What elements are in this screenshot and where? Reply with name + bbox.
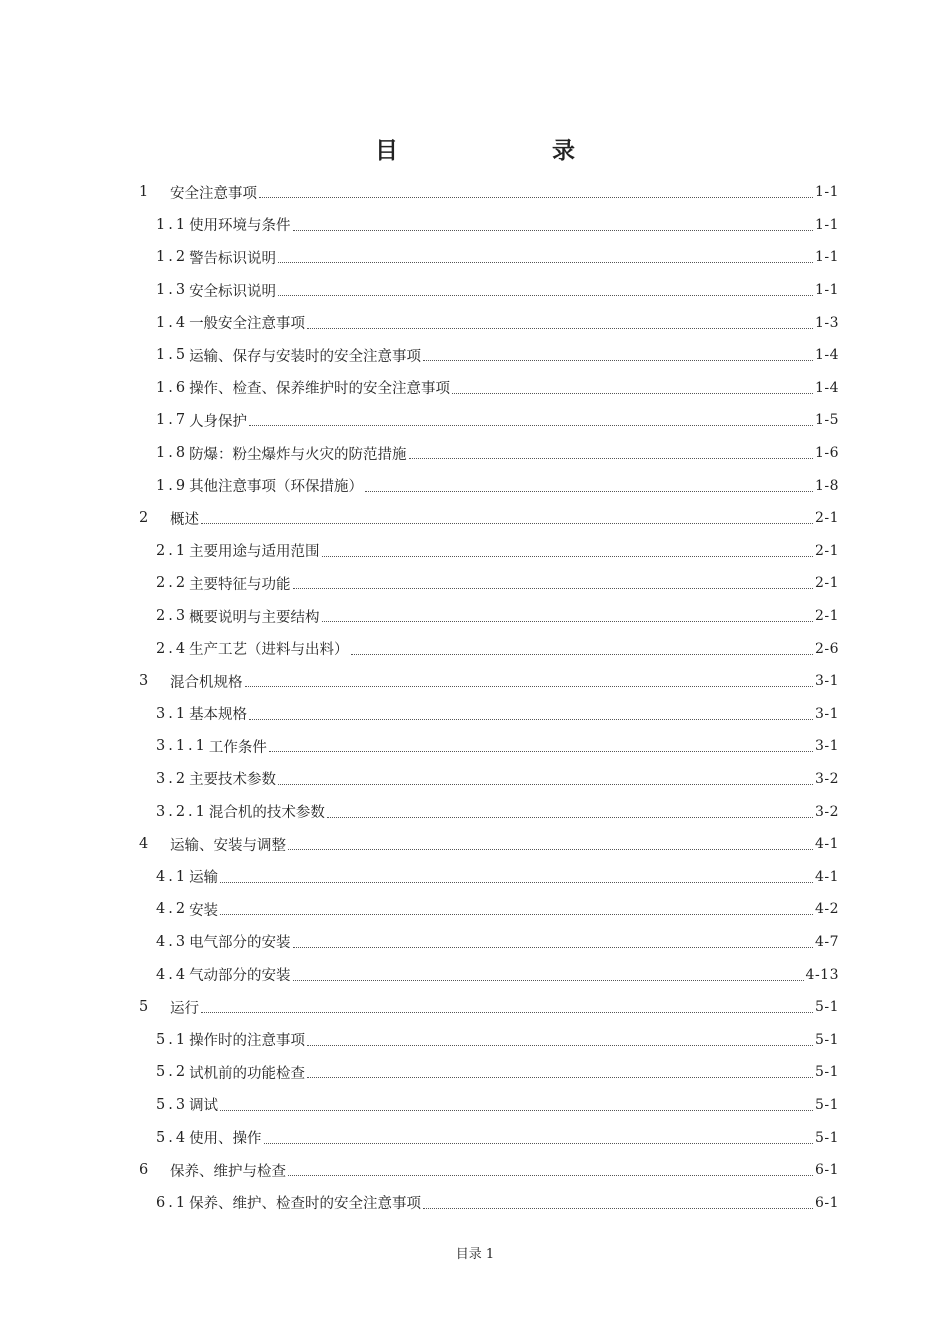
- toc-entry-number: 1.4: [156, 314, 189, 331]
- toc-entry-number: 1.7: [156, 412, 189, 429]
- toc-entry[interactable]: [139, 730, 839, 763]
- dot-leader: [288, 1174, 813, 1176]
- toc-entry-number: 3.1: [156, 705, 189, 722]
- dot-leader: [327, 816, 813, 818]
- toc-entry[interactable]: [139, 926, 839, 959]
- toc-entry[interactable]: [139, 698, 839, 731]
- toc-entry-label: 工作条件: [208, 739, 267, 756]
- dot-leader: [269, 750, 813, 752]
- dot-leader: [245, 685, 813, 687]
- toc-entry[interactable]: [139, 372, 839, 405]
- dot-leader: [201, 522, 813, 524]
- dot-leader: [322, 555, 813, 557]
- toc-entry-label: 概述: [170, 511, 199, 528]
- toc-entry[interactable]: [139, 860, 839, 893]
- toc-entry[interactable]: [139, 306, 839, 339]
- dot-leader: [278, 261, 813, 263]
- toc-entry-number: 4.2: [156, 901, 189, 918]
- toc-entry-page: 3-1: [814, 738, 839, 755]
- toc-entry-label: 安全标识说明: [189, 283, 277, 300]
- toc-entry-number: 3.1.1: [156, 738, 208, 755]
- toc-entry-page: 5-1: [814, 1096, 839, 1113]
- toc-entry-page: 1-1: [814, 282, 839, 299]
- toc-entry[interactable]: [139, 567, 839, 600]
- toc-entry-number: 3: [139, 673, 149, 690]
- dot-leader: [365, 490, 813, 492]
- toc-entry-label: 一般安全注意事项: [189, 316, 306, 333]
- toc-entry[interactable]: [139, 1186, 839, 1219]
- toc-entry[interactable]: [139, 632, 839, 665]
- dot-leader: [307, 1076, 813, 1078]
- toc-entry-page: 1-4: [814, 347, 839, 364]
- dot-leader: [452, 392, 813, 394]
- dot-leader: [307, 1044, 813, 1046]
- toc-entry-number: 5.4: [156, 1129, 189, 1146]
- toc-entry-number: 1.6: [156, 379, 189, 396]
- dot-leader: [278, 294, 813, 296]
- dot-leader: [423, 1207, 813, 1209]
- toc-entry-page: 1-6: [814, 445, 839, 462]
- toc-entry-number: 2.2: [156, 575, 189, 592]
- toc-entry-label: 其他注意事项（环保措施）: [189, 479, 364, 496]
- toc-entry-label: 电气部分的安装: [189, 935, 291, 952]
- toc-entry-label: 试机前的功能检查: [189, 1065, 306, 1082]
- dot-leader: [220, 913, 813, 915]
- toc-entry[interactable]: [139, 600, 839, 633]
- toc-entry-page: 1-1: [814, 249, 839, 266]
- toc-entry[interactable]: [139, 1089, 839, 1122]
- toc-entry-label: 使用环境与条件: [189, 218, 291, 235]
- toc-entry[interactable]: [139, 665, 839, 698]
- toc-entry-number: 5: [139, 999, 149, 1016]
- toc-entry-page: 1-5: [814, 412, 839, 429]
- toc-entry-number: 4.4: [156, 966, 189, 983]
- toc-entry-label: 调试: [189, 1098, 219, 1115]
- toc-entry-page: 3-2: [814, 803, 839, 820]
- toc-entry-number: 4.1: [156, 868, 189, 885]
- toc-entry-number: 4: [139, 836, 149, 853]
- toc-entry[interactable]: [139, 958, 839, 991]
- toc-entry[interactable]: [139, 404, 839, 437]
- toc-entry[interactable]: [139, 763, 839, 796]
- dot-leader: [293, 979, 804, 981]
- toc-entry-label: 混合机的技术参数: [208, 805, 325, 822]
- dot-leader: [249, 718, 813, 720]
- dot-leader: [293, 946, 813, 948]
- toc-entry-number: 3.2: [156, 770, 189, 787]
- toc-entry-label: 主要特征与功能: [189, 576, 291, 593]
- dot-leader: [259, 196, 813, 198]
- table-of-contents: [139, 176, 839, 1219]
- toc-entry-number: 4.3: [156, 933, 189, 950]
- toc-entry-page: 1-4: [814, 379, 839, 396]
- toc-entry-label: 操作时的注意事项: [189, 1033, 306, 1050]
- dot-leader: [293, 229, 813, 231]
- toc-entry-page: 4-2: [814, 901, 839, 918]
- toc-entry-number: 1.8: [156, 445, 189, 462]
- toc-entry-label: 生产工艺（进料与出料）: [189, 642, 349, 659]
- toc-entry[interactable]: [139, 828, 839, 861]
- dot-leader: [264, 1142, 813, 1144]
- toc-entry[interactable]: [139, 176, 839, 209]
- toc-title: 目 录: [375, 137, 611, 164]
- toc-entry-page: 5-1: [814, 1031, 839, 1048]
- toc-entry-label: 主要用途与适用范围: [189, 544, 320, 561]
- dot-leader: [409, 457, 813, 459]
- dot-leader: [322, 620, 813, 622]
- toc-entry-number: 1.2: [156, 249, 189, 266]
- toc-entry-number: 5.1: [156, 1031, 189, 1048]
- toc-entry-page: 2-1: [814, 575, 839, 592]
- toc-entry-label: 运输、安装与调整: [170, 837, 286, 854]
- dot-leader: [293, 587, 813, 589]
- toc-entry-label: 防爆：粉尘爆炸与火灾的防范措施: [189, 446, 407, 463]
- toc-entry-label: 气动部分的安装: [189, 968, 291, 985]
- toc-entry-page: 1-8: [814, 477, 839, 494]
- toc-entry-number: 1.5: [156, 347, 189, 364]
- dot-leader: [351, 653, 813, 655]
- toc-entry-page: 1-1: [814, 216, 839, 233]
- toc-entry-number: 6: [139, 1162, 149, 1179]
- toc-entry-page: 5-1: [814, 999, 839, 1016]
- dot-leader: [201, 1011, 813, 1013]
- toc-entry-page: 6-1: [814, 1162, 839, 1179]
- toc-entry-page: 2-6: [814, 640, 839, 657]
- toc-entry[interactable]: [139, 893, 839, 926]
- toc-entry[interactable]: [139, 1121, 839, 1154]
- toc-entry-page: 6-1: [814, 1194, 839, 1211]
- toc-entry-page: 4-1: [814, 868, 839, 885]
- toc-entry-number: 5.2: [156, 1064, 189, 1081]
- toc-entry-number: 1: [139, 184, 149, 201]
- toc-entry[interactable]: [139, 535, 839, 568]
- toc-entry-page: 2-1: [814, 608, 839, 625]
- dot-leader: [220, 881, 813, 883]
- toc-entry-label: 使用、操作: [189, 1131, 262, 1148]
- dot-leader: [278, 783, 813, 785]
- toc-entry-label: 混合机规格: [170, 674, 243, 691]
- toc-entry-page: 3-2: [814, 770, 839, 787]
- dot-leader: [288, 848, 813, 850]
- toc-entry[interactable]: [139, 1023, 839, 1056]
- toc-entry-page: 5-1: [814, 1064, 839, 1081]
- toc-entry-page: 4-13: [805, 966, 839, 983]
- toc-entry[interactable]: [139, 339, 839, 372]
- toc-entry[interactable]: [139, 1154, 839, 1187]
- page-footer: 目录 1: [455, 1247, 495, 1262]
- toc-entry-page: 1-3: [814, 314, 839, 331]
- toc-entry-page: 5-1: [814, 1129, 839, 1146]
- toc-entry[interactable]: [139, 795, 839, 828]
- toc-entry-page: 2-1: [814, 542, 839, 559]
- dot-leader: [307, 327, 813, 329]
- toc-entry-number: 3.2.1: [156, 803, 208, 820]
- dot-leader: [423, 359, 813, 361]
- toc-entry-number: 1.1: [156, 216, 189, 233]
- toc-entry[interactable]: [139, 469, 839, 502]
- toc-entry-label: 概要说明与主要结构: [189, 609, 320, 626]
- toc-entry[interactable]: [139, 209, 839, 242]
- toc-entry-number: 1.3: [156, 282, 189, 299]
- toc-entry[interactable]: [139, 241, 839, 274]
- dot-leader: [220, 1109, 813, 1111]
- toc-entry[interactable]: [139, 991, 839, 1024]
- toc-entry-number: 2.4: [156, 640, 189, 657]
- toc-entry-label: 运输、保存与安装时的安全注意事项: [189, 348, 422, 365]
- toc-entry-label: 基本规格: [189, 707, 248, 724]
- toc-entry-label: 人身保护: [189, 413, 248, 430]
- toc-entry-number: 2: [139, 510, 149, 527]
- toc-entry-label: 保养、维护、检查时的安全注意事项: [189, 1196, 422, 1213]
- toc-entry-label: 运行: [170, 1000, 199, 1017]
- toc-entry[interactable]: [139, 437, 839, 470]
- toc-entry-page: 4-1: [814, 836, 839, 853]
- toc-entry-label: 安全注意事项: [170, 185, 257, 202]
- toc-entry[interactable]: [139, 502, 839, 535]
- toc-entry-page: 2-1: [814, 510, 839, 527]
- toc-entry-number: 2.1: [156, 542, 189, 559]
- toc-entry-page: 3-1: [814, 705, 839, 722]
- toc-entry-page: 4-7: [814, 933, 839, 950]
- toc-entry[interactable]: [139, 274, 839, 307]
- toc-entry-page: 1-1: [814, 184, 839, 201]
- toc-entry-number: 5.3: [156, 1096, 189, 1113]
- toc-entry-number: 6.1: [156, 1194, 189, 1211]
- toc-entry-label: 保养、维护与检查: [170, 1163, 286, 1180]
- toc-entry-number: 2.3: [156, 608, 189, 625]
- toc-entry-label: 运输: [189, 870, 219, 887]
- toc-entry-label: 安装: [189, 902, 219, 919]
- toc-entry-page: 3-1: [814, 673, 839, 690]
- toc-entry-label: 主要技术参数: [189, 772, 277, 789]
- toc-entry-number: 1.9: [156, 477, 189, 494]
- toc-entry[interactable]: [139, 1056, 839, 1089]
- dot-leader: [249, 424, 813, 426]
- toc-entry-label: 警告标识说明: [189, 250, 277, 267]
- toc-entry-label: 操作、检查、保养维护时的安全注意事项: [189, 381, 451, 398]
